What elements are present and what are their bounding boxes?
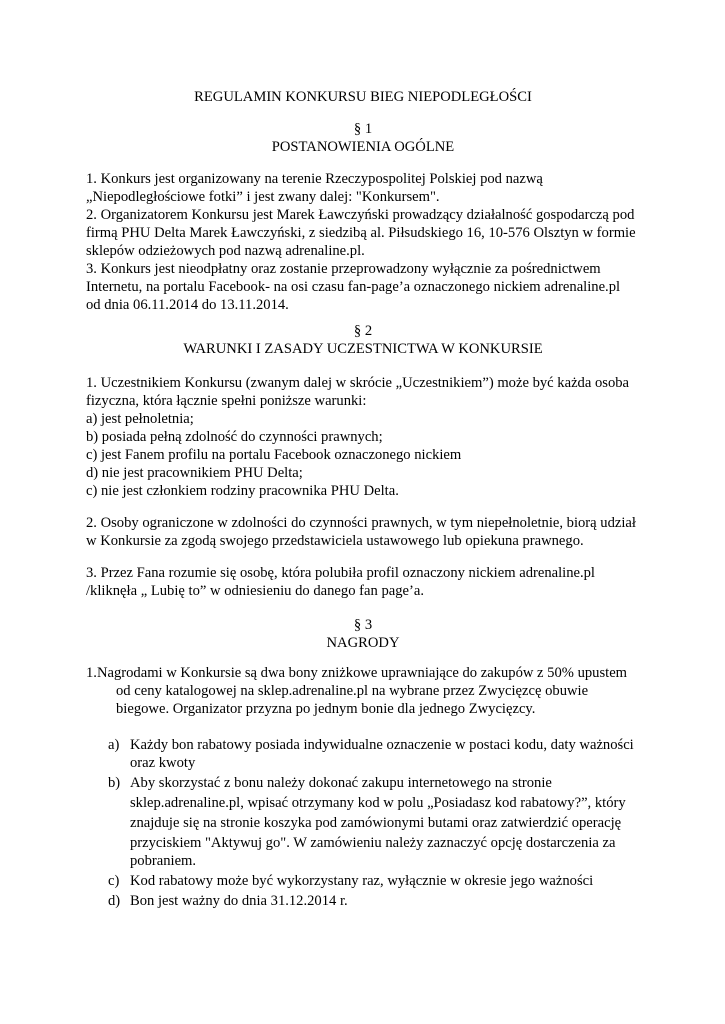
list-item-marker: d) — [108, 893, 121, 909]
section-2-line: b) posiada pełną zdolność do czynności prawnych; — [86, 429, 383, 445]
section-1-line: 2. Organizatorem Konkursu jest Marek Ławczyński prowadzący działalność gospodarczą pod — [86, 207, 635, 223]
section-2-line: d) nie jest pracownikiem PHU Delta; — [86, 465, 303, 481]
list-item-line: pobraniem. — [130, 853, 197, 869]
list-item-line: sklep.adrenaline.pl, wpisać otrzymany kod w polu „Posiadasz kod rabatowy?”, który — [130, 795, 626, 811]
section-1-line: „Niepodległościowe fotki” i jest zwany dalej: "Konkursem". — [86, 189, 440, 205]
list-item-marker: a) — [108, 737, 120, 753]
section-1-line: 1. Konkurs jest organizowany na terenie Rzeczypospolitej Polskiej pod nazwą — [86, 171, 543, 187]
list-item-line: Każdy bon rabatowy posiada indywidualne oznaczenie w postaci kodu, daty ważności — [130, 737, 634, 753]
section-2-line: 1. Uczestnikiem Konkursu (zwanym dalej w skrócie „Uczestnikiem”) może być każda osoba — [86, 375, 630, 391]
section-1-heading: POSTANOWIENIA OGÓLNE — [271, 139, 455, 155]
list-item-marker: c) — [108, 873, 120, 889]
list-item-line: Aby skorzystać z bonu należy dokonać zakupu internetowego na stronie — [130, 775, 552, 791]
section-2-number: § 2 — [353, 323, 373, 339]
section-3-intro-line: 1.Nagrodami w Konkursie są dwa bony zniżkowe uprawniające do zakupów z 50% upustem — [86, 665, 628, 681]
list-item-marker: b) — [108, 775, 121, 791]
section-1-line: od dnia 06.11.2014 do 13.11.2014. — [86, 297, 289, 313]
section-2-line: 3. Przez Fana rozumie się osobę, która polubiła profil oznaczony nickiem adrenaline.pl — [86, 565, 595, 581]
list-item-line: znajduje się na stronie koszyka pod zamówionymi butami oraz zatwierdzić operację — [130, 815, 622, 831]
section-1-line: Internetu, na portalu Facebook- na osi czasu fan-page’a oznaczonego nickiem adrenaline.pl — [86, 279, 621, 295]
section-2-line: 2. Osoby ograniczone w zdolności do czynności prawnych, w tym niepełnoletnie, biorą udział — [86, 515, 636, 531]
section-2-line: fizyczna, która łącznie spełni poniższe warunki: — [86, 393, 367, 409]
section-3-heading: NAGRODY — [326, 635, 400, 651]
section-3-number: § 3 — [353, 617, 373, 633]
section-2-line: c) nie jest członkiem rodziny pracownika PHU Delta. — [86, 483, 399, 499]
section-2-line: /kliknęła „ Lubię to” w odniesieniu do danego fan page’a. — [86, 583, 424, 599]
section-1-line: sklepów odzieżowych pod nazwą adrenaline.pl. — [86, 243, 365, 259]
section-1-line: 3. Konkurs jest nieodpłatny oraz zostanie przeprowadzony wyłącznie za pośrednictwem — [86, 261, 601, 277]
list-item-line: Kod rabatowy może być wykorzystany raz, wyłącznie w okresie jego ważności — [130, 873, 594, 889]
document-title: REGULAMIN KONKURSU BIEG NIEPODLEGŁOŚCI — [194, 89, 532, 105]
list-item-line: przyciskiem "Aktywuj go". W zamówieniu należy zaznaczyć opcję dostarczenia za — [130, 835, 616, 851]
list-item-line: oraz kwoty — [130, 755, 196, 771]
section-3-intro-line: biegowe. Organizator przyzna po jednym bonie dla jednego Zwycięzcy. — [116, 701, 536, 717]
section-1-line: firmą PHU Delta Marek Ławczyński, z siedzibą al. Piłsudskiego 16, 10-576 Olsztyn w formie — [86, 225, 636, 241]
section-2-heading: WARUNKI I ZASADY UCZESTNICTWA W KONKURSIE — [183, 341, 543, 357]
section-1-number: § 1 — [353, 121, 373, 137]
section-2-line: w Konkursie za zgodą swojego przedstawiciela ustawowego lub opiekuna prawnego. — [86, 533, 584, 549]
section-2-line: c) jest Fanem profilu na portalu Facebook oznaczonego nickiem — [86, 447, 462, 463]
section-3-intro-line: od ceny katalogowej na sklep.adrenaline.pl na wybrane przez Zwycięzcę obuwie — [116, 683, 589, 699]
list-item-line: Bon jest ważny do dnia 31.12.2014 r. — [130, 893, 348, 909]
section-2-line: a) jest pełnoletnia; — [86, 411, 194, 427]
